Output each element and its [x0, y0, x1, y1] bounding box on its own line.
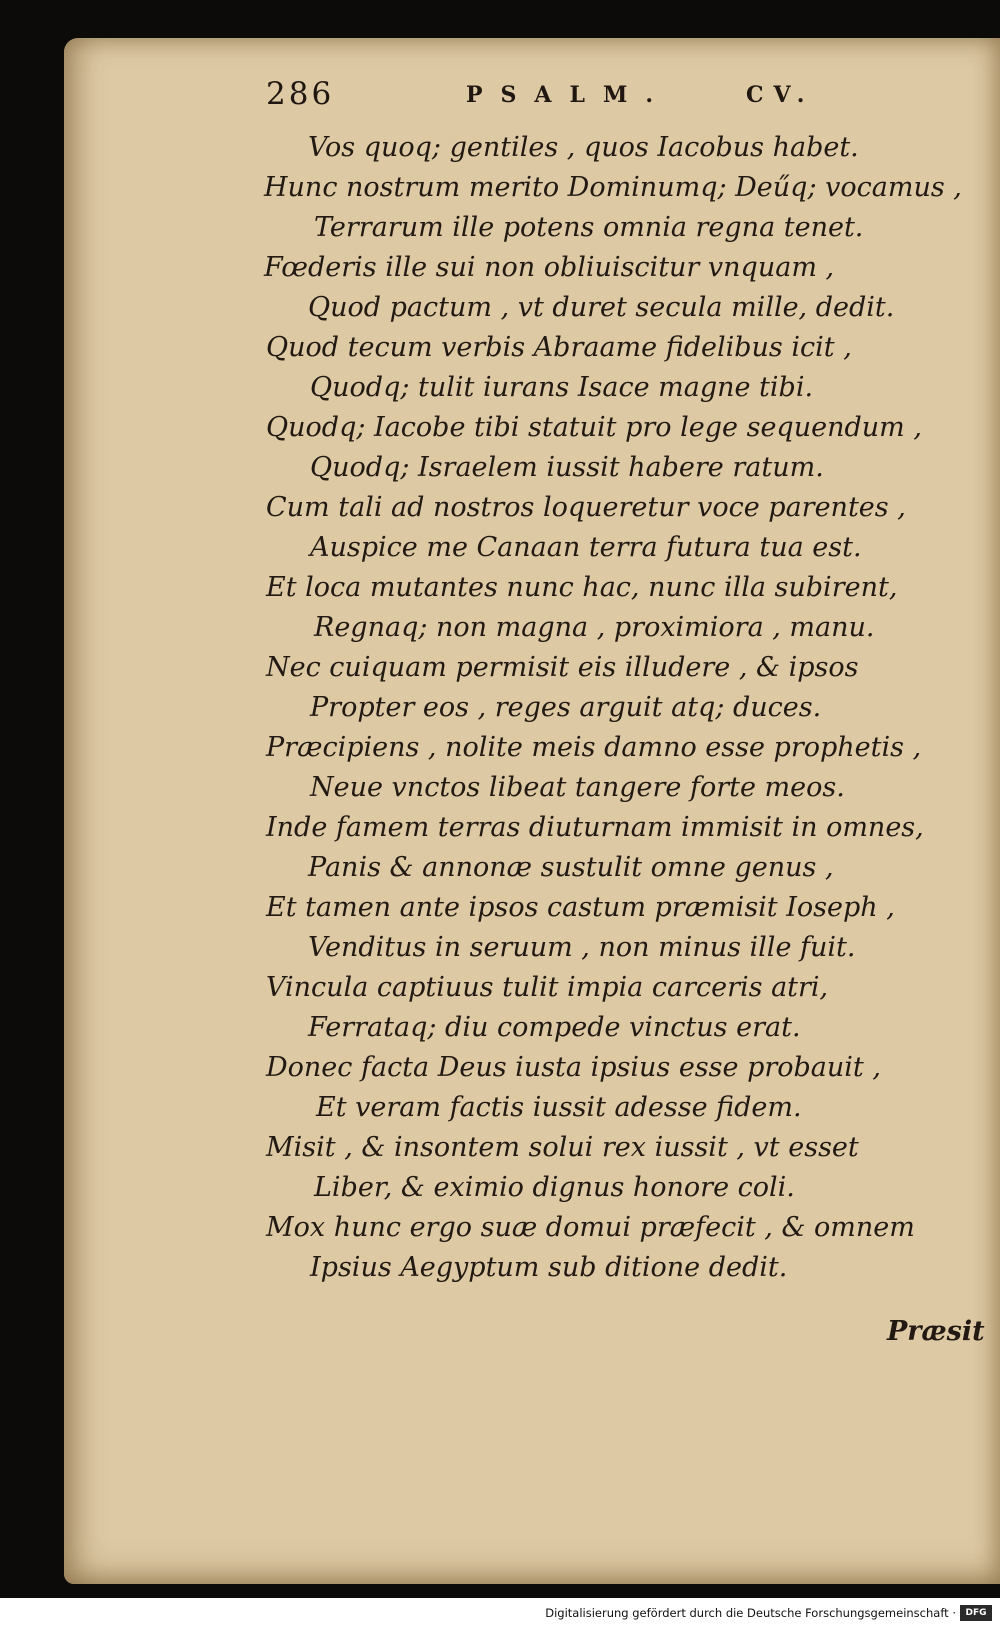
verse-line: Hunc nostrum merito Dominumq; Deűq; vocamus , [264, 172, 962, 203]
funding-note: Digitalisierung gefördert durch die Deutsche Forschungsgemeinschaft · [545, 1606, 956, 1620]
verse-line: Mox hunc ergo suæ domui præfecit , & omnem [266, 1212, 915, 1243]
verse-line: Panis & annonæ sustulit omne genus , [308, 852, 834, 883]
verse-line: Præcipiens , nolite meis damno esse prophetis , [266, 732, 922, 763]
verse-line: Propter eos , reges arguit atq; duces. [310, 692, 822, 723]
verse-line: Quodq; Iacobe tibi statuit pro lege sequendum , [266, 412, 922, 443]
verse-line: Ipsius Aegyptum sub ditione dedit. [310, 1252, 788, 1283]
running-title: PSALM. [466, 82, 671, 108]
verse-line: Quod pactum , vt duret secula mille, dedit. [308, 292, 895, 323]
verse-line: Fœderis ille sui non obliuiscitur vnquam , [264, 252, 835, 283]
verse-line: Cum tali ad nostros loqueretur voce parentes , [266, 492, 906, 523]
verse-line: Et veram factis iussit adesse fidem. [316, 1092, 802, 1123]
verse-line: Misit , & insontem solui rex iussit , vt esset [266, 1132, 859, 1163]
page-header [266, 72, 826, 116]
verse-line: Vos quoq; gentiles , quos Iacobus habet. [308, 132, 859, 163]
psalm-number: CV. [746, 82, 815, 108]
verse-line: Terrarum ille potens omnia regna tenet. [314, 212, 864, 243]
verse-line: Et loca mutantes nunc hac, nunc illa subirent, [266, 572, 898, 603]
verse-line: Vincula captiuus tulit impia carceris atri, [266, 972, 829, 1003]
verse-line: Regnaq; non magna , proximiora , manu. [314, 612, 875, 643]
verse-line: Quod tecum verbis Abraame fidelibus icit , [266, 332, 852, 363]
dfg-logo-icon: DFG [960, 1605, 992, 1621]
verse-line: Inde famem terras diuturnam immisit in omnes, [266, 812, 924, 843]
page-number: 286 [266, 76, 335, 112]
verse-line: Neue vnctos libeat tangere forte meos. [310, 772, 845, 803]
verse-line: Nec cuiquam permisit eis illudere , & ipsos [266, 652, 859, 683]
verse-line: Venditus in seruum , non minus ille fuit. [308, 932, 856, 963]
verse-line: Ferrataq; diu compede vinctus erat. [308, 1012, 801, 1043]
verse-line: Et tamen ante ipsos castum præmisit Ioseph , [266, 892, 895, 923]
verse-line: Donec facta Deus iusta ipsius esse probauit , [266, 1052, 881, 1083]
verse-line: Quodq; tulit iurans Isace magne tibi. [310, 372, 814, 403]
digitization-footer [0, 1598, 1000, 1629]
catchword: Præsit [887, 1316, 985, 1347]
verse-line: Liber, & eximio dignus honore coli. [314, 1172, 795, 1203]
verse-line: Quodq; Israelem iussit habere ratum. [310, 452, 824, 483]
verse-line: Auspice me Canaan terra futura tua est. [310, 532, 862, 563]
